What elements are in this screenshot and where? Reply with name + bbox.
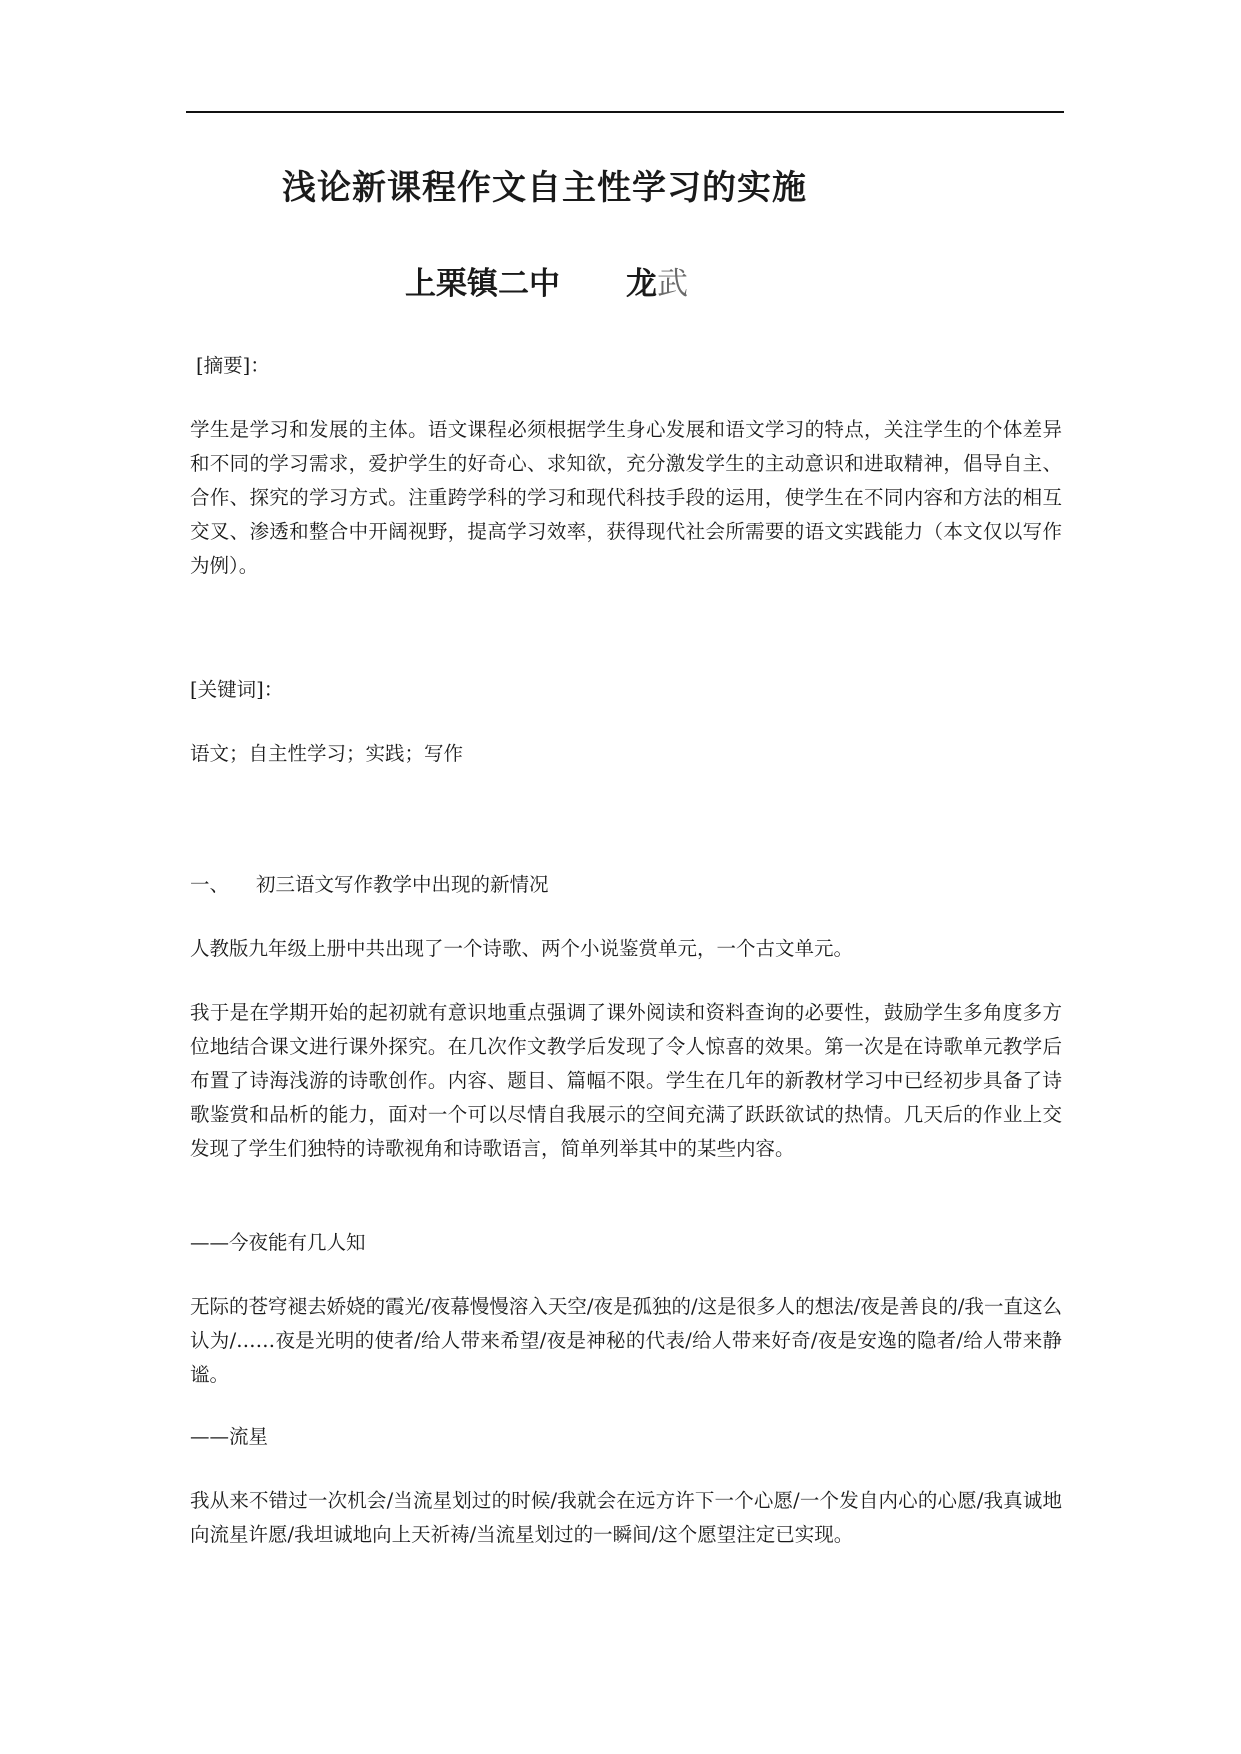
poem-title-1: ——今夜能有几人知 xyxy=(190,1231,366,1254)
author-name xyxy=(626,258,688,303)
paragraph-text-2: 我于是在学期开始的起初就有意识地重点强调了课外阅读和资料查询的必要性，鼓励学生多角度多方位地结合课文进行课外探究。在几次作文教学后发现了令人惊喜的效果。第一次是在诗歌单元教学后布置了诗海浅游的诗歌创作。内容、题目、篇幅不限。学生在几年的新教材学习中已经初步具备了诗歌鉴赏和品析的能力，面对一个可以尽情自我展示的空间充满了跃跃欲试的热情。几天后的作业上交发现了学生们独特的诗歌视角和诗歌语言，简单列举其中的某些内容。 xyxy=(190,1001,1062,1160)
author-name-first: 龙 xyxy=(626,266,657,302)
abstract-body xyxy=(190,413,1062,583)
paragraph xyxy=(190,932,1062,966)
paragraph-text-1: 人教版九年级上册中共出现了一个诗歌、两个小说鉴赏单元，一个古文单元。 xyxy=(190,937,854,960)
section-title: 初三语文写作教学中出现的新情况 xyxy=(256,873,549,896)
paragraph xyxy=(190,996,1062,1166)
poem-body-1 xyxy=(190,1290,1062,1392)
document-title: 浅论新课程作文自主性学习的实施 xyxy=(282,168,807,208)
abstract-text: 学生是学习和发展的主体。语文课程必须根据学生身心发展和语文学习的特点，关注学生的个体差异和不同的学习需求，爱护学生的好奇心、求知欲，充分激发学生的主动意识和进取精神，倡导自主、合作、探究的学习方式。注重跨学科的学习和现代科技手段的运用，使学生在不同内容和方法的相互交叉、渗透和整合中开阔视野，提高学习效率，获得现代社会所需要的语文实践能力（本文仅以写作为例）。 xyxy=(190,418,1062,577)
keywords-heading: [关键词]： xyxy=(190,678,284,701)
author-school: 上栗镇二中 xyxy=(405,266,560,302)
author-line xyxy=(405,258,688,303)
poem-title-2: ——流星 xyxy=(190,1425,269,1448)
keywords-body: 语文；自主性学习；实践；写作 xyxy=(190,742,464,765)
header-rule xyxy=(186,111,1064,113)
poem-body-2 xyxy=(190,1484,1062,1552)
author-name-second: 武 xyxy=(657,266,688,302)
section-heading xyxy=(190,868,1062,902)
poem-text-1: 无际的苍穹褪去娇娆的霞光/夜幕慢慢溶入天空/夜是孤独的/这是很多人的想法/夜是善良的/我一直这么认为/……夜是光明的使者/给人带来希望/夜是神秘的代表/给人带来好奇/夜是安逸的隐者/给人带来静谧。 xyxy=(190,1295,1062,1386)
poem-text-2: 我从来不错过一次机会/当流星划过的时候/我就会在远方许下一个心愿/一个发自内心的心愿/我真诚地向流星许愿/我坦诚地向上天祈祷/当流星划过的一瞬间/这个愿望注定已实现。 xyxy=(190,1489,1062,1546)
section-number: 一、 xyxy=(190,873,230,896)
abstract-heading: [摘要]： xyxy=(196,354,270,377)
